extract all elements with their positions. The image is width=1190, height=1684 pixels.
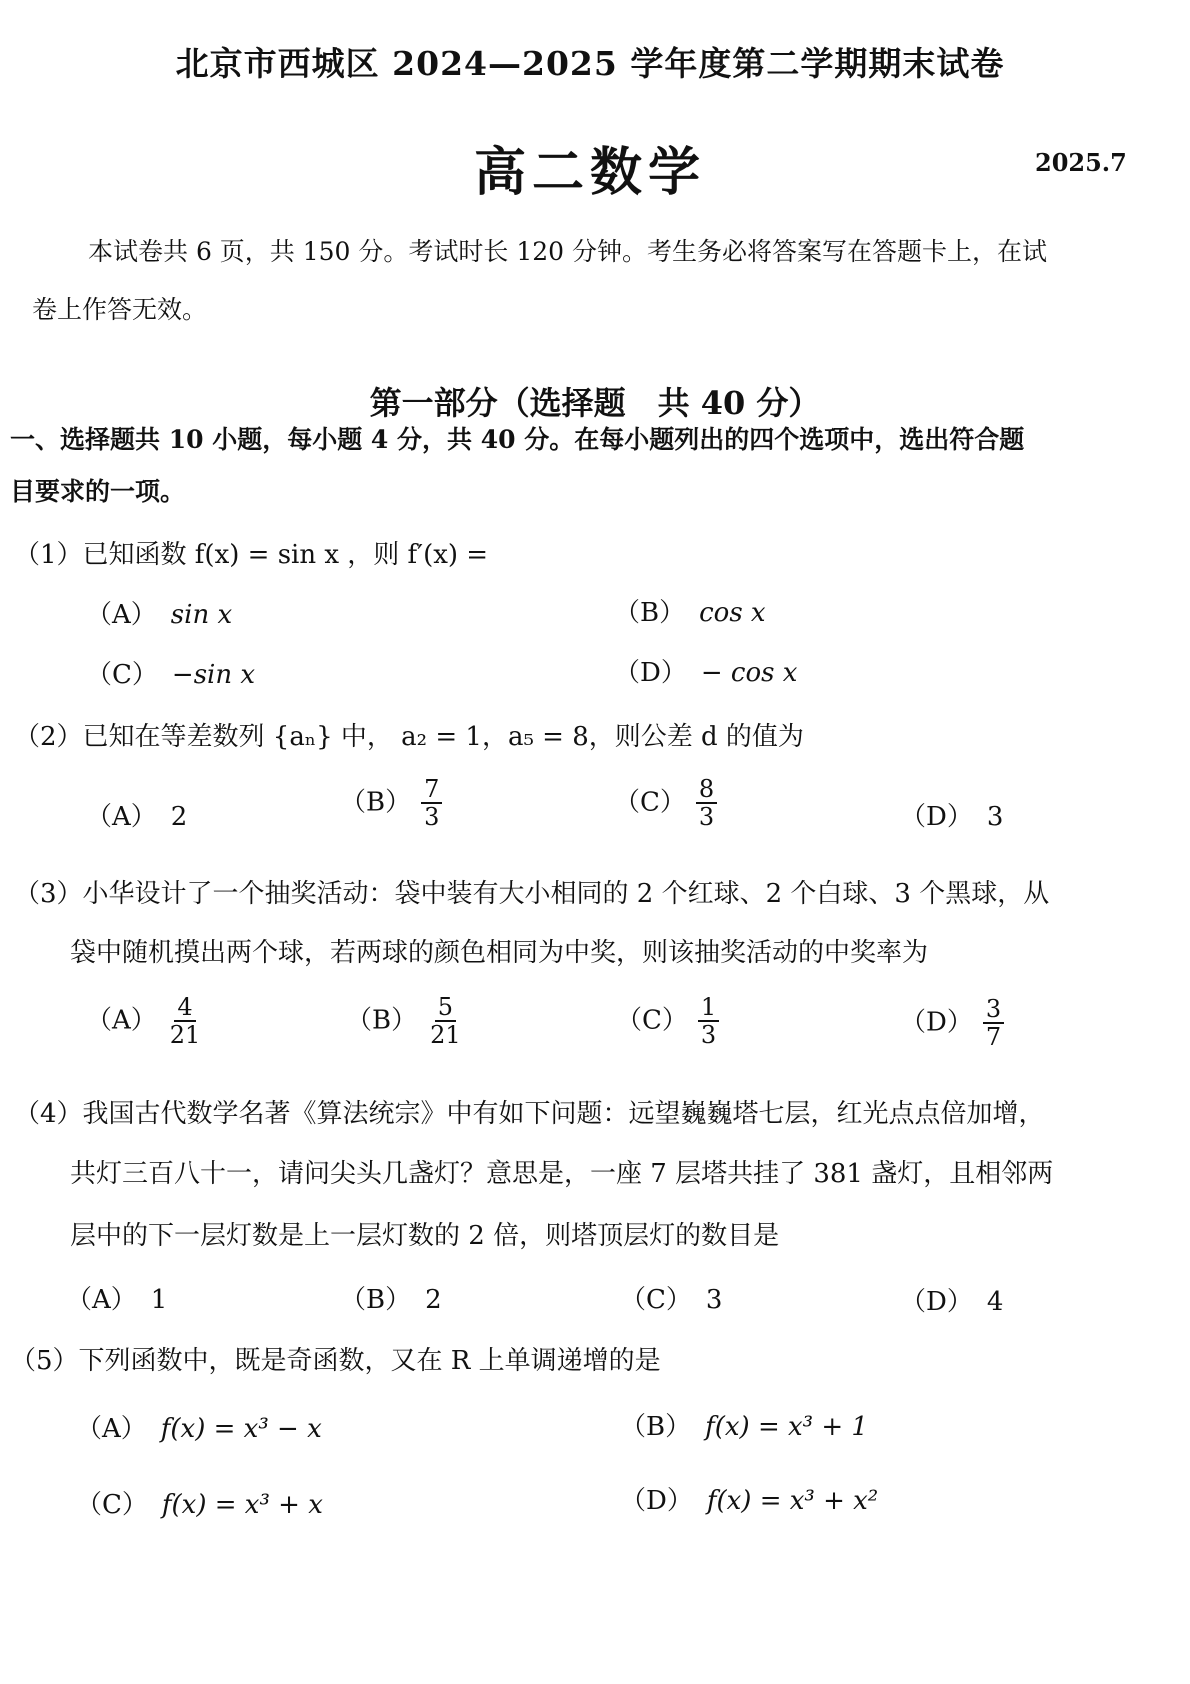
question-5-option-a: [76, 1408, 322, 1445]
option-text: − cos x: [700, 658, 798, 688]
question-4-option-b: [340, 1279, 442, 1316]
question-2-option-a: [86, 796, 187, 833]
fraction-denominator: 7: [985, 1023, 1002, 1052]
question-5-option-d: [620, 1480, 878, 1517]
option-text: 3: [986, 802, 1004, 832]
fraction-numerator: 8: [696, 776, 717, 804]
instructions-line-1: 一、选择题共 10 小题，每小题 4 分，共 40 分。在每小题列出的四个选项中，选出符合题: [10, 425, 1025, 454]
part-one-title: 第一部分（选择题 共 40 分）: [369, 384, 821, 422]
option-label: （C）: [616, 1005, 688, 1036]
option-label: （C）: [76, 1490, 148, 1520]
option-label: （B）: [340, 1285, 412, 1315]
question-3-option-a: [86, 994, 203, 1049]
option-label: （B）: [614, 598, 686, 628]
question-1-option-a: [86, 594, 232, 631]
question-1-option-d: [614, 652, 797, 689]
question-1-stem: （1）已知函数 f(x) = sin x ，则 f′(x) =: [14, 540, 489, 570]
question-3-option-b: [346, 994, 464, 1049]
option-text: 2: [425, 1285, 442, 1315]
fraction-denominator: 3: [424, 803, 440, 832]
intro-line-2: 卷上作答无效。: [32, 295, 208, 324]
fraction-denominator: 21: [430, 1021, 461, 1050]
option-label: （C）: [620, 1285, 692, 1315]
question-4-option-a: [66, 1279, 167, 1316]
option-text: f(x) = x³ + 1: [705, 1412, 868, 1442]
question-1-option-c: [86, 654, 255, 691]
option-label: （D）: [900, 1287, 973, 1317]
option-text: 3: [705, 1285, 723, 1315]
question-2-option-b: [340, 776, 442, 831]
fraction-denominator: 21: [169, 1021, 201, 1050]
fraction-numerator: 5: [435, 994, 456, 1022]
fraction: [983, 996, 1004, 1051]
option-text: f(x) = x³ + x: [161, 1490, 323, 1520]
question-4-option-c: [620, 1279, 722, 1316]
option-label: （B）: [346, 1005, 418, 1036]
option-text: 2: [170, 802, 188, 832]
question-3-stem-line-2: 袋中随机摸出两个球，若两球的颜色相同为中奖，则该抽奖活动的中奖率为: [70, 938, 929, 968]
question-5-option-c: [76, 1484, 323, 1521]
question-4-option-d: [900, 1281, 1003, 1318]
fraction: [698, 994, 719, 1049]
option-label: （B）: [620, 1412, 692, 1442]
option-text: 4: [986, 1287, 1004, 1317]
option-text: sin x: [170, 600, 233, 630]
option-label: （A）: [86, 1005, 157, 1036]
option-label: （C）: [86, 660, 158, 690]
fraction-numerator: 3: [983, 996, 1004, 1024]
option-text: −sin x: [171, 660, 256, 690]
option-label: （B）: [340, 787, 412, 818]
question-2-option-d: [900, 796, 1003, 833]
option-text: cos x: [699, 598, 766, 628]
fraction: [421, 776, 442, 831]
fraction-numerator: 4: [174, 994, 195, 1022]
subject-title: 高二数学: [473, 142, 706, 203]
question-2-option-c: [614, 776, 717, 831]
fraction: [696, 776, 717, 831]
option-label: （A）: [86, 600, 157, 630]
option-label: （A）: [66, 1285, 137, 1315]
question-5-option-b: [620, 1406, 868, 1443]
option-label: （D）: [620, 1486, 693, 1516]
option-label: （D）: [614, 658, 687, 688]
question-4-stem-line-1: （4）我国古代数学名著《算法统宗》中有如下问题：远望巍巍塔七层，红光点点倍加增，: [14, 1099, 1045, 1129]
question-4-stem-line-3: 层中的下一层灯数是上一层灯数的 2 倍，则塔顶层灯的数目是: [70, 1221, 780, 1251]
option-label: （D）: [900, 802, 973, 832]
fraction: [167, 994, 204, 1049]
option-text: f(x) = x³ + x²: [706, 1486, 879, 1516]
question-5-stem: （5）下列函数中，既是奇函数，又在 R 上单调递增的是: [10, 1346, 661, 1376]
question-3-option-d: [900, 996, 1004, 1051]
exam-date: 2025.7: [1035, 148, 1127, 177]
fraction-denominator: 3: [700, 1021, 717, 1050]
option-text: 1: [150, 1285, 168, 1315]
question-3-option-c: [616, 994, 719, 1049]
option-label: （A）: [76, 1414, 147, 1444]
fraction: [427, 994, 464, 1049]
question-4-stem-line-2: 共灯三百八十一，请问尖头几盏灯？意思是，一座 7 层塔共挂了 381 盏灯，且相邻两: [70, 1159, 1054, 1189]
fraction-denominator: 3: [698, 803, 715, 832]
option-label: （D）: [900, 1007, 973, 1038]
fraction-numerator: 7: [421, 776, 442, 804]
option-label: （C）: [614, 787, 686, 818]
option-label: （A）: [86, 802, 157, 832]
question-3-stem-line-1: （3）小华设计了一个抽奖活动：袋中装有大小相同的 2 个红球、2 个白球、3 个黑球，从: [14, 879, 1050, 909]
intro-line-1: 本试卷共 6 页，共 150 分。考试时长 120 分钟。考生务必将答案写在答题卡上，在试: [88, 237, 1048, 266]
option-text: f(x) = x³ − x: [160, 1414, 322, 1444]
question-1-option-b: [614, 592, 766, 629]
question-2-stem: （2）已知在等差数列 {aₙ} 中， a₂ = 1，a₅ = 8，则公差 d 的值为: [14, 722, 804, 752]
exam-title: 北京市西城区 2024—2025 学年度第二学期期末试卷: [175, 44, 1005, 83]
instructions-line-2: 目要求的一项。: [10, 477, 186, 506]
fraction-numerator: 1: [698, 994, 719, 1022]
